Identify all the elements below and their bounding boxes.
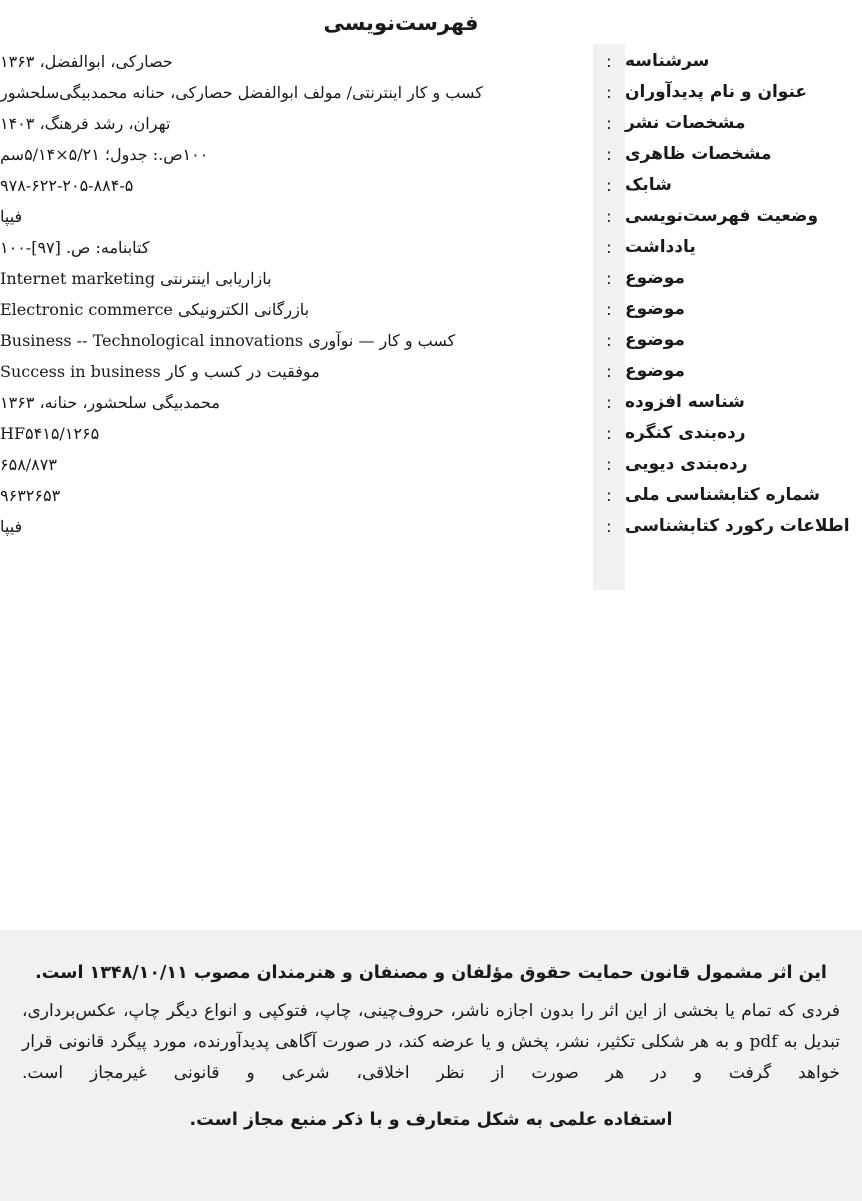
field-value: فیپا: [0, 517, 23, 536]
field-value: کسب و کار اینترنتی/ مولف ابوالفضل حصارکی، حنانه محمدبیگی‌سلحشور: [0, 83, 483, 102]
field-label: شناسه افزوده: [625, 392, 745, 412]
field-separator: :: [606, 269, 612, 288]
table-row: [0, 46, 862, 77]
field-label: موضوع: [625, 268, 685, 288]
field-separator: :: [606, 331, 612, 350]
field-label: مشخصات ظاهری: [625, 144, 772, 164]
field-value: ۹۷۸-۶۲۲-۲۰۵-۸۸۴-۵: [0, 176, 134, 195]
table-row: [0, 294, 862, 325]
table-row: [0, 387, 862, 418]
field-label: رده‌بندی کنگره: [625, 423, 746, 443]
copyright-notice-section: [0, 930, 862, 1201]
cataloging-section: [0, 0, 862, 542]
field-separator: :: [606, 83, 612, 102]
table-row: [0, 449, 862, 480]
table-row: [0, 232, 862, 263]
field-label: یادداشت: [625, 237, 696, 257]
field-label: رده‌بندی دیویی: [625, 454, 748, 474]
table-row: [0, 356, 862, 387]
field-separator: :: [606, 145, 612, 164]
table-row: [0, 170, 862, 201]
field-label: عنوان و نام پدیدآوران: [625, 82, 808, 102]
page-title: فهرست‌نویسی: [323, 11, 479, 35]
field-separator: :: [606, 114, 612, 133]
copyright-footer-text: استفاده علمی به شکل متعارف و با ذکر منبع مجاز است.: [189, 1110, 673, 1130]
field-value: فیپا: [0, 207, 23, 226]
field-separator: :: [606, 517, 612, 536]
table-row: [0, 480, 862, 511]
field-value: کتابنامه: ص. [۹۷]-۱۰۰: [0, 238, 150, 257]
field-separator: :: [606, 300, 612, 319]
table-row: [0, 511, 862, 542]
field-label: شماره کتابشناسی ملی: [625, 485, 820, 505]
field-separator: :: [606, 455, 612, 474]
field-value: ۶۵۸/۸۷۳: [0, 455, 57, 474]
field-separator: :: [606, 207, 612, 226]
field-label: اطلاعات رکورد کتابشناسی: [625, 516, 850, 536]
field-value: محمدبیگی سلحشور، حنانه، ۱۳۶۳: [0, 393, 220, 412]
field-value: تهران، رشد فرهنگ، ۱۴۰۳: [0, 114, 171, 133]
copyright-heading: این اثر مشمول قانون حمایت حقوق مؤلفان و مصنفان و هنرمندان مصوب ۱۳۴۸/۱۰/۱۱ است.: [35, 963, 827, 983]
field-label: وضعیت فهرست‌نویسی: [625, 206, 819, 226]
field-value: ۹۶۳۲۶۵۳: [0, 486, 61, 505]
cataloging-table-body: [0, 46, 862, 542]
field-value: بازاریابی اینترنتی Internet marketing: [0, 269, 272, 288]
field-label: شابک: [625, 175, 672, 195]
field-value: حصارکی، ابوالفضل، ۱۳۶۳: [0, 52, 173, 71]
table-row: [0, 77, 862, 108]
field-value: بازرگانی الکترونیکی Electronic commerce: [0, 300, 310, 319]
copyright-body-text: فردی که تمام یا بخشی از این اثر را بدون اجازه ناشر، حروف‌چینی، چاپ، فتوکپی و انواع دیگر چاپ، عکس‌برداری، تبدیل به pdf و به هر شکلی تکثیر، نشر، پخش و یا عرضه کند، در صورت آگاهی پدیدآورنده، مورد پیگرد قانونی قرار خواهد گرفت و در هر صورت از نظر اخلاقی، شرعی و قانونی غیرمجاز است.: [22, 1001, 841, 1083]
table-row: [0, 139, 862, 170]
table-row: [0, 201, 862, 232]
field-separator: :: [606, 362, 612, 381]
field-label: موضوع: [625, 330, 685, 350]
field-label: موضوع: [625, 361, 685, 381]
field-value: HF۵۴۱۵/۱۲۶۵: [0, 424, 100, 443]
field-value: موفقیت در کسب و کار Success in business: [0, 362, 320, 381]
field-separator: :: [606, 393, 612, 412]
cataloging-table: [0, 46, 862, 542]
table-row: [0, 263, 862, 294]
field-value: کسب و کار — نوآوری Business -- Technological innovations: [0, 331, 456, 350]
table-row: [0, 325, 862, 356]
field-separator: :: [606, 52, 612, 71]
table-row: [0, 418, 862, 449]
field-label: موضوع: [625, 299, 685, 319]
field-label: مشخصات نشر: [625, 113, 746, 133]
field-separator: :: [606, 486, 612, 505]
field-label: سرشناسه: [625, 51, 710, 71]
field-separator: :: [606, 424, 612, 443]
field-separator: :: [606, 238, 612, 257]
field-value: ۱۰۰ص.: جدول؛ ۵/۲۱×۵/۱۴سم: [0, 145, 209, 164]
table-row: [0, 108, 862, 139]
field-separator: :: [606, 176, 612, 195]
